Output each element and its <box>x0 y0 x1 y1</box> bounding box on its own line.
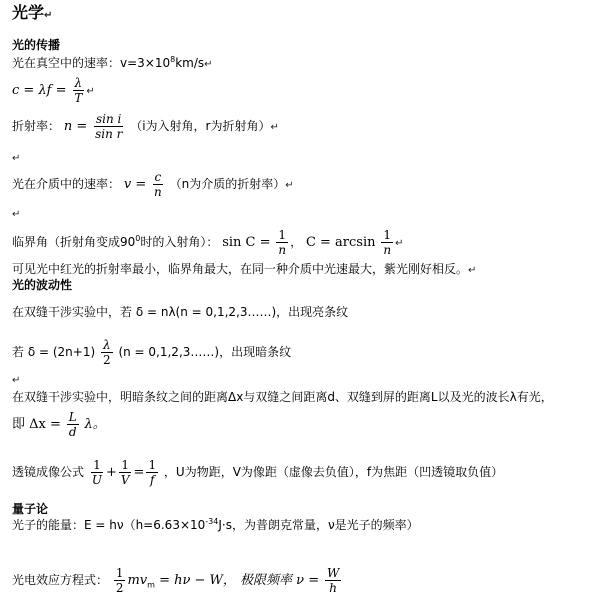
fraction-denominator: 2 <box>102 353 111 367</box>
fringe-formula-line <box>12 410 106 439</box>
fraction-numerator: W <box>326 566 340 580</box>
comma: ， <box>290 235 303 249</box>
title-text: 光学 <box>12 3 45 22</box>
paragraph-mark-icon: ↵ <box>12 209 21 220</box>
fraction-numerator: 1 <box>93 458 101 472</box>
dark-fringe-pre: 若 δ = (2n+1) <box>12 345 96 359</box>
section-heading-wave <box>12 278 72 292</box>
equals-sign: = <box>133 465 145 480</box>
dark-fringe-post: (n = 0,1,2,3……)，出现暗条纹 <box>118 345 292 359</box>
c-formula-text: c = λf = <box>12 83 67 98</box>
fraction-denominator: n <box>383 243 392 257</box>
photoelectric-pre: 光电效应方程式： <box>12 573 109 587</box>
vacuum-speed-line <box>12 56 213 72</box>
bright-fringe-text: 在双缝干涉实验中，若 δ = nλ(n = 0,1,2,3……)，出现亮条纹 <box>12 305 349 319</box>
medium-speed-note: （n为介质的折射率） <box>169 177 286 191</box>
fraction-denominator: n <box>154 185 162 199</box>
fraction-denominator: h <box>329 581 337 595</box>
fraction-denominator: V <box>120 473 130 487</box>
photoelectric-mv: mv <box>127 573 148 588</box>
photoelectric-subscript: m <box>147 580 155 590</box>
refraction-line <box>12 112 279 141</box>
section-wave-text: 光的波动性 <box>12 278 73 292</box>
fraction-numerator: 1 <box>278 228 287 242</box>
fraction-1-over-V <box>119 458 132 487</box>
refraction-note: （i为入射角，r为折射角） <box>130 119 271 133</box>
paragraph-mark-icon: ↵ <box>270 122 279 133</box>
paragraph-mark-icon: ↵ <box>395 238 404 249</box>
paragraph-mark-icon: ↵ <box>204 59 213 70</box>
fringe-spacing-text-line <box>12 390 553 404</box>
section-heading-propagation <box>12 38 60 52</box>
fraction-denominator: 2 <box>115 581 124 595</box>
fraction-numerator: 1 <box>148 458 157 472</box>
fraction-numerator: sin i <box>96 112 122 126</box>
fraction-1-over-f <box>146 458 158 487</box>
empty-line <box>12 150 20 166</box>
section-quantum-text: 量子论 <box>12 502 49 516</box>
paragraph-mark-icon: ↵ <box>12 375 21 386</box>
vacuum-speed-exponent: 8 <box>170 55 176 64</box>
red-light-text: 可见光中红光的折射率最小，临界角最大，在同一种介质中光速最大，紫光刚好相反。 <box>12 262 469 276</box>
fraction-1-over-n <box>276 228 288 257</box>
fraction-denominator: T <box>74 91 83 105</box>
photon-energy-text: 光子的能量：E = hν（h=6.63×10 <box>12 518 206 532</box>
fraction-denominator: sin r <box>95 127 123 141</box>
plus-sign: + <box>105 465 117 480</box>
lens-formula-pre: 透镜成像公式 <box>12 465 85 479</box>
fraction-lambda-over-T <box>72 76 84 105</box>
critical-angle-label: 临界角（折射角变成90 <box>12 235 136 249</box>
paragraph-mark-icon: ↵ <box>44 10 53 21</box>
fraction-numerator: 1 <box>115 566 124 580</box>
fraction-numerator: 1 <box>383 228 392 242</box>
fringe-formula-post: λ。 <box>84 417 106 432</box>
fraction-W-over-h <box>325 566 341 595</box>
vacuum-speed-text: 光在真空中的速率：v=3×10 <box>12 56 171 70</box>
photon-energy-rest: J·s，为普朗克常量，ν是光子的频率） <box>218 518 419 532</box>
refraction-label: 折射率： <box>12 119 61 133</box>
photon-energy-line <box>12 518 419 532</box>
paragraph-mark-icon: ↵ <box>86 86 95 97</box>
critical-angle-line <box>12 228 403 257</box>
section-heading-quantum <box>12 502 48 516</box>
critical-angle-rhs: C = arcsin <box>305 235 376 250</box>
dark-fringe-line <box>12 338 291 367</box>
fraction-1-over-U <box>90 458 104 487</box>
photon-energy-exponent: -34 <box>205 517 219 526</box>
fraction-L-over-d <box>67 410 79 439</box>
fraction-denominator: f <box>150 473 155 487</box>
critical-angle-lhs: sin C = <box>222 235 271 250</box>
critical-angle-label-2: 时的入射角）： <box>140 235 219 249</box>
fraction-numerator: c <box>154 170 162 184</box>
fraction-numerator: 1 <box>121 458 130 472</box>
c-formula-line <box>12 76 95 105</box>
photoelectric-equation: = hν − W， 极限频率 ν = <box>154 573 320 588</box>
fraction-denominator: U <box>91 473 102 487</box>
paragraph-mark-icon: ↵ <box>12 153 21 164</box>
fraction-1-over-n-2 <box>381 228 393 257</box>
medium-speed-line <box>12 170 294 199</box>
paragraph-mark-icon: ↵ <box>285 180 294 191</box>
fraction-sin-i-over-sin-r <box>93 112 124 141</box>
lens-formula-post: ，U为物距，V为像距（虚像去负值），f为焦距（凹透镜取负值） <box>163 465 504 479</box>
fraction-numerator: λ <box>74 76 83 90</box>
page-title <box>12 3 53 23</box>
lens-formula-line <box>12 458 503 487</box>
medium-speed-lhs: v = <box>123 177 147 192</box>
section-propagation-text: 光的传播 <box>12 38 61 52</box>
fringe-spacing-text: 在双缝干涉实验中，明暗条纹之间的距离Δx与双缝之间距离d、双缝到屏的距离L以及光的波长λ有光， <box>12 390 553 404</box>
fraction-denominator: d <box>68 425 77 439</box>
fraction-denominator: n <box>278 243 287 257</box>
fraction-1-over-2 <box>114 566 126 595</box>
fraction-numerator: λ <box>102 338 111 352</box>
fraction-lambda-over-2 <box>101 338 113 367</box>
red-light-line <box>12 262 476 278</box>
bright-fringe-line <box>12 305 348 319</box>
empty-line <box>12 206 20 222</box>
vacuum-speed-unit: km/s <box>175 56 205 70</box>
fraction-c-over-n <box>152 170 164 199</box>
degree-superscript: 0 <box>135 234 141 243</box>
refraction-lhs: n = <box>63 119 88 134</box>
paragraph-mark-icon: ↵ <box>468 265 477 276</box>
fringe-formula-pre: 即 Δx = <box>12 417 61 432</box>
photoelectric-line <box>12 566 343 595</box>
empty-line <box>12 372 20 388</box>
medium-speed-label: 光在介质中的速率： <box>12 177 121 191</box>
fraction-numerator: L <box>68 410 77 424</box>
